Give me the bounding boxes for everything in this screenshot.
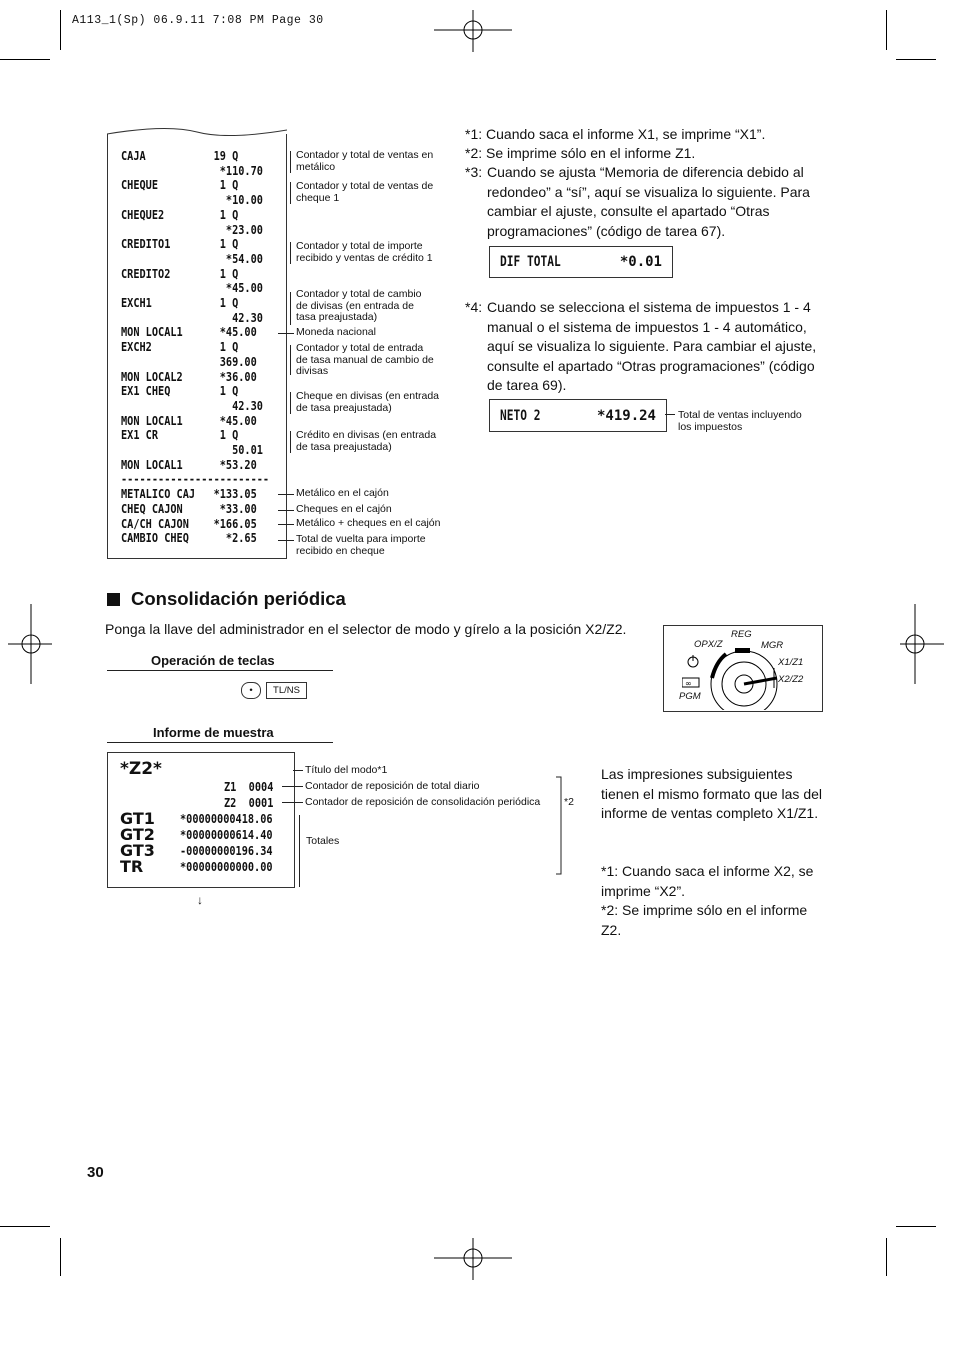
receipt-line: CAMBIO CHEQ *2.65 [121, 530, 257, 546]
receipt-caption: Total de vuelta para importe recibido en cheque [296, 533, 426, 557]
receipt-line: ------------------------ [121, 471, 270, 487]
receipt-line: MON LOCAL1 *45.00 [121, 324, 257, 340]
note-4-prefix: *4: [465, 299, 483, 315]
mode-reg-label: REG [731, 629, 752, 640]
receipt-line: 42.30 [121, 309, 263, 325]
total-label: GT1 [120, 809, 155, 828]
note-3: Cuando se ajusta “Memoria de diferencia debido al redondeo” a “sí”, aquí se visualiza lo siguiente. Para cambiar el ajuste, consulte el apartado “Otras programaciones” (código de tarea 67). [487, 164, 810, 239]
receipt-caption: Moneda nacional [296, 326, 376, 338]
total-value: *00000000614.40 [180, 827, 273, 842]
cap-star2: *2 [564, 796, 574, 808]
display-value: *419.24 [596, 408, 656, 424]
receipt-line: *10.00 [121, 192, 263, 208]
receipt-line: *54.00 [121, 250, 263, 266]
receipt-caption: Crédito en divisas (en entrada de tasa preajustada) [296, 429, 437, 453]
display-caption: Total de ventas incluyendo los impuestos [678, 409, 802, 433]
receipt-line: MON LOCAL1 *53.20 [121, 456, 257, 472]
section-bullet [107, 593, 120, 606]
mode-pgm-label: PGM [679, 691, 701, 702]
receipt-line: EX1 CR 1 Q [121, 427, 239, 443]
display-value: *0.01 [619, 254, 662, 270]
cap-totals: Totales [306, 835, 340, 847]
note-3-prefix: *3: [465, 164, 483, 180]
z1-line: Z1 0004 [224, 779, 274, 794]
cap-z1: Contador de reposición de total diario [305, 780, 480, 792]
mode-selector [663, 625, 823, 712]
receipt-line: 50.01 [121, 442, 263, 457]
receipt-caption: Contador y total de importe recibido y ventas de crédito 1 [296, 240, 433, 264]
mode-x1z1-label: X1/Z1 [778, 657, 804, 668]
receipt-line: EXCH2 1 Q [121, 339, 239, 355]
section-intro: Ponga la llave del administrador en el selector de modo y gírelo a la posición X2/Z2. [105, 621, 627, 637]
receipt-caption: Contador y total de ventas en metálico [296, 149, 434, 173]
total-label: GT3 [120, 841, 155, 860]
right-note-1: Las impresiones subsiguientes tienen el mismo formato que las del informe de ventas completo X1/Z1. [601, 766, 822, 821]
total-value: -00000000196.34 [180, 843, 273, 858]
continue-arrow-icon: ↓ [197, 893, 203, 907]
receipt-line: 369.00 [121, 353, 257, 369]
display-label: DIF TOTAL [500, 254, 561, 270]
mode-opxz-label: OPX/Z [694, 639, 723, 650]
receipt-caption: Cheque en divisas (en entrada de tasa preajustada) [296, 390, 440, 414]
receipt-caption: Contador y total de entrada de tasa manual de cambio de divisas [296, 342, 434, 377]
print-header: A113_1(Sp) 06.9.11 7:08 PM Page 30 [72, 14, 324, 27]
mode-mgr-label: MGR [761, 640, 784, 651]
z2-line: Z2 0001 [224, 795, 274, 810]
section-title: Consolidación periódica [131, 588, 346, 609]
svg-text:∞: ∞ [685, 679, 692, 688]
note-4: Cuando se selecciona el sistema de impuestos 1 - 4 manual o el sistema de impuestos 1 - 4 automático, aquí se visualiza lo siguiente. Para cambiar el ajuste, consulte el apartado “Otras programaciones” (código de tarea 69). [487, 299, 817, 393]
receipt-caption: Metálico + cheques en el cajón [296, 517, 441, 529]
z2-title: *Z2* [120, 759, 162, 779]
receipt-line: CREDITO2 1 Q [121, 265, 239, 281]
note-1: *1: Cuando saca el informe X1, se imprime “X1”. [465, 126, 766, 142]
receipt-line: CA/CH CAJON *166.05 [121, 515, 257, 531]
key-tlns: TL/NS [266, 682, 307, 699]
receipt-line: CAJA 19 Q [121, 148, 239, 163]
key-dot: • [241, 682, 261, 699]
display-label: NETO 2 [500, 408, 541, 424]
display-neto [489, 399, 667, 432]
receipt-caption: Cheques en el cajón [296, 503, 392, 515]
cap-z2: Contador de reposición de consolidación periódica [305, 796, 541, 808]
receipt-line: EX1 CHEQ 1 Q [121, 383, 239, 399]
receipt-line: MON LOCAL2 *36.00 [121, 368, 257, 384]
total-label: TR [120, 857, 144, 876]
receipt-line: *110.70 [121, 162, 263, 178]
receipt-line: 42.30 [121, 397, 263, 413]
receipt-caption: Contador y total de ventas de cheque 1 [296, 180, 434, 204]
receipt-line: METALICO CAJ *133.05 [121, 486, 257, 502]
receipt-line: CHEQUE2 1 Q [121, 206, 239, 222]
right-note-2: *1: Cuando saca el informe X2, se imprime “X2”. [601, 863, 814, 899]
receipt-z2 [107, 752, 295, 888]
receipt-line: EXCH1 1 Q [121, 295, 239, 310]
note-2: *2: Se imprime sólo en el informe Z1. [465, 145, 696, 161]
receipt-caption: Metálico en el cajón [296, 487, 389, 499]
total-label: GT2 [120, 825, 155, 844]
receipt-line: MON LOCAL1 *45.00 [121, 412, 257, 428]
display-dif-total [489, 246, 673, 278]
keys-heading: Operación de teclas [151, 653, 275, 668]
right-note-3: *2: Se imprime sólo en el informe Z2. [601, 902, 808, 938]
receipt-caption: Contador y total de cambio de divisas (en entrada de tasa preajustada) [296, 288, 422, 323]
receipt-line: CREDITO1 1 Q [121, 236, 239, 252]
receipt-line: *45.00 [121, 280, 263, 296]
receipt-line: CHEQUE 1 Q [121, 177, 239, 193]
mode-x2z2-label: X2/Z2 [778, 674, 804, 685]
receipt-line: CHEQ CAJON *33.00 [121, 500, 257, 516]
cap-title: Título del modo*1 [305, 764, 388, 776]
receipt-x1z1 [107, 134, 287, 559]
mode-dial-icon [682, 648, 782, 710]
total-value: *00000000000.00 [180, 859, 273, 874]
sample-heading: Informe de muestra [153, 725, 274, 740]
receipt-line: *23.00 [121, 221, 263, 237]
page-number: 30 [87, 1164, 104, 1181]
total-value: *00000000418.06 [180, 811, 273, 826]
